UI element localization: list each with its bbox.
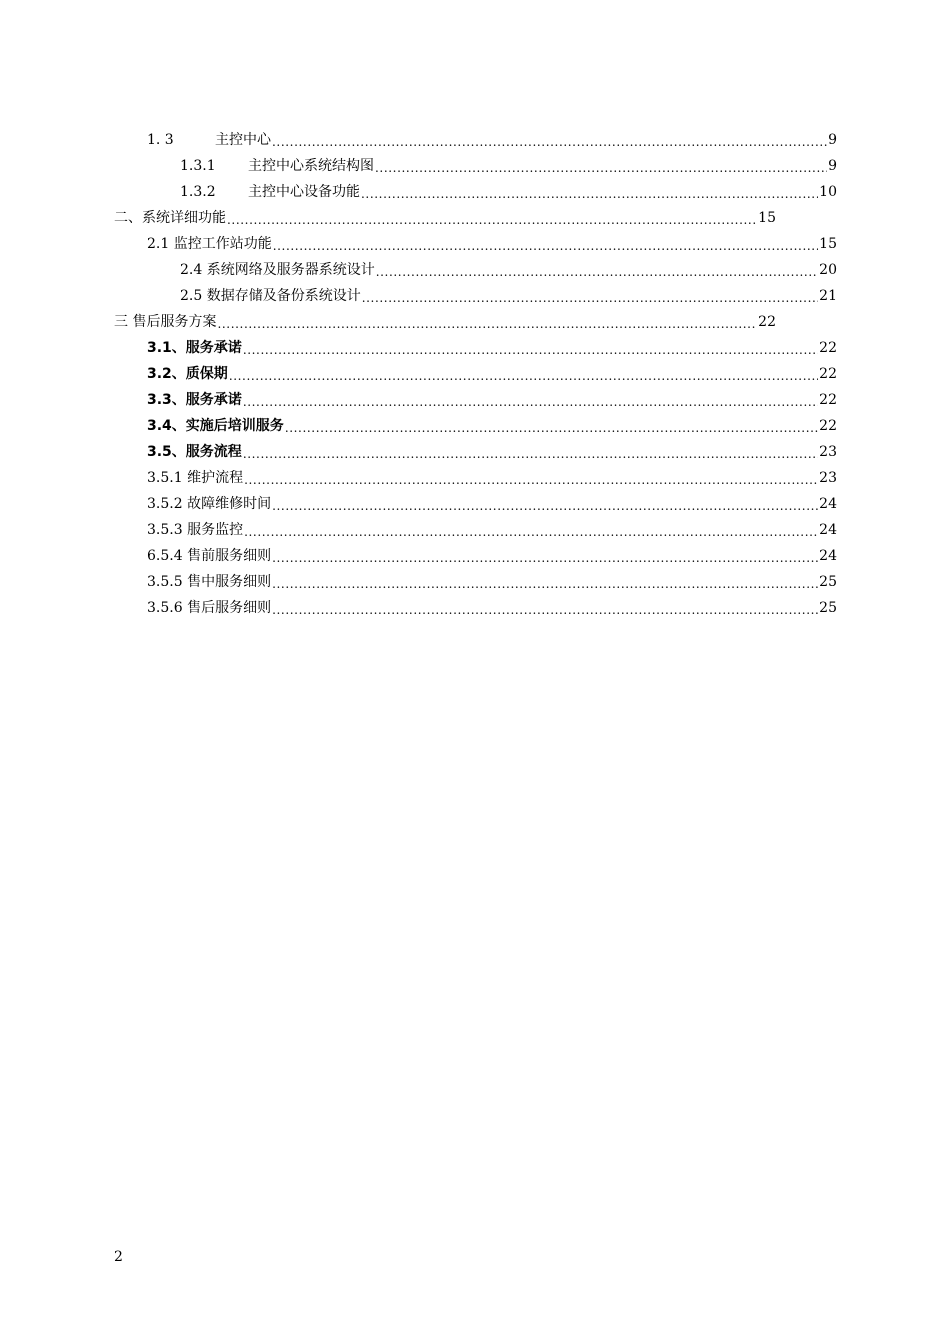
toc-entry-title: 3.5.2 故障维修时间 bbox=[147, 496, 272, 512]
toc-entry-title: 3.5、服务流程 bbox=[147, 444, 242, 460]
page-number: 2 bbox=[114, 1249, 123, 1265]
toc-entry-page: 24 bbox=[819, 496, 837, 512]
toc-leader-dots bbox=[273, 234, 818, 254]
toc-entry-number: 1. 3 bbox=[147, 132, 174, 148]
toc-entry-title: 主控中心设备功能 bbox=[248, 184, 360, 200]
toc-leader-dots bbox=[243, 338, 818, 358]
toc-entry-page: 20 bbox=[819, 262, 837, 278]
toc-entry-title: 3.5.5 售中服务细则 bbox=[147, 574, 272, 590]
toc-leader-dots bbox=[285, 416, 818, 436]
toc-entry-title: 2.4 系统网络及服务器系统设计 bbox=[180, 262, 375, 278]
toc-entry-title: 二、系统详细功能 bbox=[114, 210, 226, 226]
toc-leader-dots bbox=[244, 468, 818, 488]
toc-leader-dots bbox=[229, 364, 818, 384]
toc-entry[interactable] bbox=[147, 230, 837, 254]
toc-entry[interactable] bbox=[180, 282, 837, 306]
toc-entry-page: 10 bbox=[819, 184, 837, 200]
toc-entry-page: 25 bbox=[819, 574, 837, 590]
toc-leader-dots bbox=[243, 390, 818, 410]
toc-entry-page: 23 bbox=[819, 444, 837, 460]
toc-entry-title: 2.5 数据存储及备份系统设计 bbox=[180, 288, 361, 304]
toc-leader-dots bbox=[272, 546, 818, 566]
toc-entry-page: 15 bbox=[758, 210, 776, 226]
toc-entry-page: 15 bbox=[819, 236, 837, 252]
toc-entry-page: 25 bbox=[819, 600, 837, 616]
toc-entry-title: 3.3、服务承诺 bbox=[147, 392, 242, 408]
toc-entry-title: 三 售后服务方案 bbox=[114, 314, 217, 330]
toc-leader-dots bbox=[217, 312, 757, 332]
toc-entry[interactable] bbox=[147, 568, 837, 592]
toc-entry-page: 9 bbox=[828, 132, 837, 148]
toc-entry-number: 1.3.1 bbox=[180, 158, 216, 174]
toc-entry[interactable] bbox=[147, 412, 837, 436]
toc-entry-title: 2.1 监控工作站功能 bbox=[147, 236, 272, 252]
toc-entry-page: 22 bbox=[819, 340, 837, 356]
toc-leader-dots bbox=[375, 156, 827, 176]
toc-entry-title: 主控中心系统结构图 bbox=[248, 158, 374, 174]
toc-entry[interactable] bbox=[147, 438, 837, 462]
toc-entry-title: 3.1、服务承诺 bbox=[147, 340, 242, 356]
toc-entry-title: 3.5.1 维护流程 bbox=[147, 470, 244, 486]
toc-entry-page: 22 bbox=[819, 392, 837, 408]
toc-entry[interactable] bbox=[180, 256, 837, 280]
toc-entry-title: 3.2、质保期 bbox=[147, 366, 228, 382]
toc-entry-title: 6.5.4 售前服务细则 bbox=[147, 548, 272, 564]
toc-entry[interactable] bbox=[147, 386, 837, 410]
toc-entry-page: 24 bbox=[819, 548, 837, 564]
toc-entry[interactable] bbox=[147, 126, 837, 150]
toc-entry[interactable] bbox=[114, 308, 776, 332]
toc-leader-dots bbox=[361, 182, 818, 202]
toc-entry[interactable] bbox=[180, 178, 837, 202]
toc-entry[interactable] bbox=[147, 464, 837, 488]
toc-entry-page: 22 bbox=[819, 366, 837, 382]
toc-entry[interactable] bbox=[147, 360, 837, 384]
toc-entry-page: 22 bbox=[819, 418, 837, 434]
toc-leader-dots bbox=[376, 260, 818, 280]
toc-leader-dots bbox=[272, 572, 818, 592]
toc-entry-page: 9 bbox=[828, 158, 837, 174]
toc-leader-dots bbox=[362, 286, 818, 306]
toc-leader-dots bbox=[244, 520, 818, 540]
toc-leader-dots bbox=[272, 494, 818, 514]
toc-entry-page: 21 bbox=[819, 288, 837, 304]
toc-entry[interactable] bbox=[147, 334, 837, 358]
toc-entry-number: 1.3.2 bbox=[180, 184, 216, 200]
toc-entry[interactable] bbox=[147, 516, 837, 540]
toc-entry-page: 23 bbox=[819, 470, 837, 486]
toc-leader-dots bbox=[227, 208, 757, 228]
toc-leader-dots bbox=[272, 130, 827, 150]
toc-entry[interactable] bbox=[114, 204, 776, 228]
toc-entry-title: 3.5.6 售后服务细则 bbox=[147, 600, 272, 616]
toc-entry-page: 22 bbox=[758, 314, 776, 330]
toc-entry[interactable] bbox=[147, 542, 837, 566]
toc-entry[interactable] bbox=[147, 594, 837, 618]
toc-entry-title: 3.5.3 服务监控 bbox=[147, 522, 244, 538]
toc-entry[interactable] bbox=[147, 490, 837, 514]
toc-entry-page: 24 bbox=[819, 522, 837, 538]
toc-leader-dots bbox=[243, 442, 818, 462]
toc-entry-title: 主控中心 bbox=[215, 132, 271, 148]
toc-leader-dots bbox=[272, 598, 818, 618]
toc-entry-title: 3.4、实施后培训服务 bbox=[147, 418, 284, 434]
toc-entry[interactable] bbox=[180, 152, 837, 176]
